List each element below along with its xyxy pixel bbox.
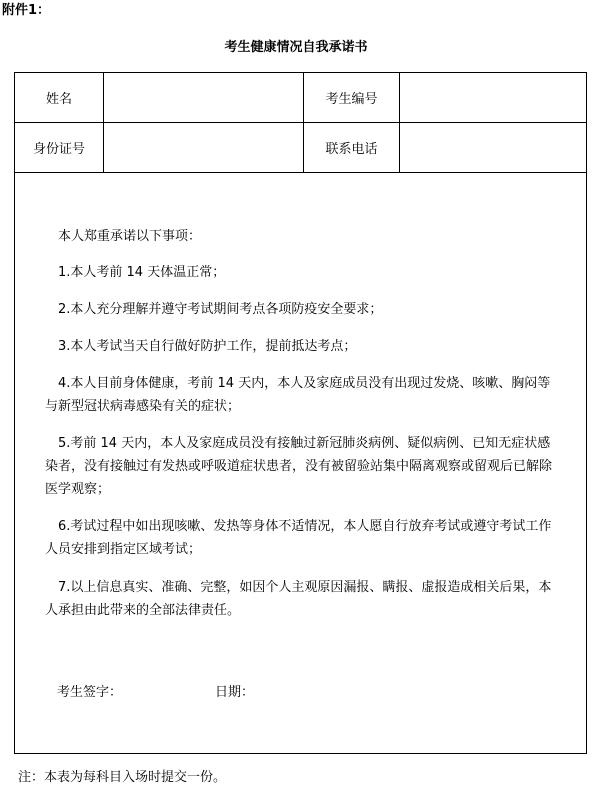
commitment-item-7: 7.以上信息真实、准确、完整，如因个人主观原因漏报、瞒报、虚报造成相关后果，本人承担由此带来的全部法律责任。 bbox=[45, 580, 552, 618]
id-number-field[interactable] bbox=[104, 123, 304, 172]
document-title: 考生健康情况自我承诺书 bbox=[224, 40, 368, 55]
commitment-item-5: 5.考前 14 天内，本人及家庭成员没有接触过新冠肺炎病例、疑似病例、已知无症状感染者，没有接触过有发热或呼吸道症状患者，没有被留验站集中隔离观察或留观后已解除医学观察； bbox=[45, 436, 553, 497]
commitment-item-2: 2.本人充分理解并遵守考试期间考点各项防疫安全要求； bbox=[58, 302, 383, 317]
phone-field[interactable] bbox=[400, 123, 586, 172]
name-field[interactable] bbox=[104, 73, 304, 122]
form-row-id bbox=[15, 123, 586, 173]
commitment-item-4: 4.本人目前身体健康，考前 14 天内，本人及家庭成员没有出现过发烧、咳嗽、胸闷等与新型冠状病毒感染有关的症状； bbox=[45, 376, 551, 414]
commitment-item-1: 1.本人考前 14 天体温正常； bbox=[58, 265, 226, 280]
name-label: 姓名 bbox=[15, 73, 104, 122]
candidate-number-label: 考生编号 bbox=[304, 73, 400, 122]
form-row-name bbox=[15, 73, 586, 123]
candidate-number-field[interactable] bbox=[400, 73, 586, 122]
commitment-item-6: 6.考试过程中如出现咳嗽、发热等身体不适情况，本人愿自行放弃考试或遵守考试工作人员安排到指定区域考试； bbox=[45, 519, 552, 557]
date-label: 日期： bbox=[215, 685, 255, 700]
commitment-intro: 本人郑重承诺以下事项： bbox=[58, 229, 202, 244]
phone-label: 联系电话 bbox=[304, 123, 400, 172]
footer-note: 注：本表为每科目入场时提交一份。 bbox=[18, 770, 227, 785]
id-number-label: 身份证号 bbox=[15, 123, 104, 172]
commitment-item-3: 3.本人考试当天自行做好防护工作，提前抵达考点； bbox=[58, 339, 357, 354]
attachment-label: 附件1： bbox=[2, 3, 51, 18]
commitment-form bbox=[14, 72, 587, 754]
candidate-signature-label: 考生签字： bbox=[57, 685, 123, 700]
